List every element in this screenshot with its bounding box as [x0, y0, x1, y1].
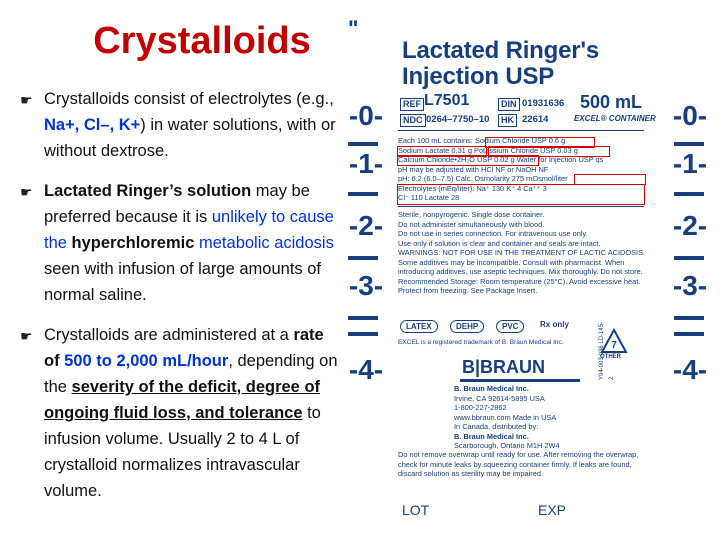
- highlight-box: [397, 155, 539, 166]
- bag-title: [402, 38, 599, 90]
- top-mark: ": [348, 16, 359, 41]
- scale-mark: -0-: [348, 100, 384, 131]
- severity-text: severity of the deficit, degree of ongoing fluid loss, and tolerance: [44, 378, 321, 422]
- hk-label: HK: [498, 114, 517, 127]
- bullet-text: , depending on the: [44, 352, 338, 396]
- hyperchloremic-text: hyperchloremic: [71, 234, 195, 252]
- scale-line: [348, 142, 378, 146]
- address-line: www.bbraun.com Made in USA: [454, 412, 557, 422]
- ref-label: REF: [400, 98, 424, 111]
- scale-line: [348, 256, 378, 260]
- slide-title: Crystalloids: [93, 20, 311, 62]
- composition-line: Cl⁻ 110 Lactate 28: [398, 193, 460, 202]
- composition-line: pH: 6.2 (6.0–7.5) Calc. Osmolarity 275 mOsmol/liter: [398, 174, 568, 183]
- scale-line: [348, 316, 378, 320]
- address-line: B. Braun Medical Inc.: [454, 431, 529, 441]
- pointing-hand-icon: ☛: [20, 92, 33, 108]
- bullet-text: may be preferred because it is: [44, 182, 310, 226]
- trademark-note: EXCEL is a registered trademark of B. Braun Medical Inc.: [398, 339, 564, 346]
- warnings-block: [398, 210, 648, 296]
- left-volume-scale: [344, 100, 394, 520]
- ndc-value: 0264–7750–10: [426, 114, 490, 125]
- bullet-text: to infusion volume. Usually 2 to 4 L of crystalloid normalizes intravascular volume.: [44, 404, 321, 500]
- scale-mark: -4-: [672, 354, 708, 385]
- bullet-text: ) in water solutions, with or without dextrose.: [44, 116, 336, 160]
- scale-mark: -0-: [672, 100, 708, 131]
- overwrap-instructions: Do not remove overwrap until ready for use. After removing the overwrap, check for minute leaks by squeezing container firmly. If leaks are found, discard solution as sterility may be impaired.: [398, 450, 639, 478]
- scale-line: [674, 142, 704, 146]
- scale-mark: -4-: [348, 354, 384, 385]
- pointing-hand-icon: ☛: [20, 184, 33, 200]
- bullet-text: Crystalloids are administered at a: [44, 326, 294, 344]
- address-line: 1-800-227-2862: [454, 403, 507, 412]
- rate-text: rate of: [44, 326, 324, 370]
- latex-free-badge: LATEX: [400, 320, 438, 333]
- divider: [398, 130, 644, 131]
- pointing-hand-icon: ☛: [20, 328, 33, 344]
- logo-underline: [460, 379, 580, 382]
- scale-line: [674, 332, 704, 336]
- bullet-text: unlikely to cause the: [44, 208, 334, 252]
- bullet-text: Crystalloids consist of electrolytes (e.g.,: [44, 90, 334, 108]
- volume-value: 500 mL: [580, 92, 643, 112]
- hk-value: 22614: [522, 114, 549, 125]
- lactated-ringers-text: Lactated Ringer’s solution: [44, 182, 252, 200]
- scale-mark: -2-: [348, 210, 384, 241]
- lot-code-vertical: Y94-003-036 LD-145-2: [599, 321, 615, 380]
- bullet-item: [20, 178, 338, 308]
- composition-line: pH may be adjusted with HCl NF or NaOH NF: [398, 164, 549, 174]
- composition-line: Sodium Lactate 0.31 g Potassium Chloride USP 0.03 g: [398, 145, 578, 155]
- address-line: In Canada, distributed by:: [454, 422, 539, 431]
- scale-mark: -3-: [348, 270, 384, 301]
- scale-mark: -3-: [672, 270, 708, 301]
- din-value: 01931636: [522, 98, 565, 109]
- warning-line: Do not use in series connection. For intravenous use only.: [398, 229, 588, 238]
- container-brand: EXCEL® CONTAINER: [574, 114, 656, 123]
- scale-line: [674, 256, 704, 260]
- manufacturer-address: [454, 384, 594, 451]
- scale-line: [674, 316, 704, 320]
- highlight-box: [397, 184, 645, 205]
- bullet-text: metabolic acidosis: [194, 234, 334, 252]
- ions-text: Na+, Cl–, K+: [44, 116, 141, 134]
- address-line: Irvine, CA 92614-5895 USA: [454, 393, 545, 403]
- din-label: DIN: [498, 98, 520, 111]
- bag-title-line: Injection USP: [402, 63, 555, 90]
- bbraun-logo: B|BRAUN: [462, 357, 546, 377]
- bullet-item: [20, 322, 338, 504]
- bag-title-line: Lactated Ringer's: [402, 37, 600, 64]
- rx-only-text: Rx only: [540, 320, 569, 329]
- warning-line: WARNINGS: NOT FOR USE IN THE TREATMENT OF LACTIC ACIDOSIS. Some additives may be incompatible. Consult with pharmacist. When introducing additives, use aseptic techniques. Mix thoroughly. Do not store.: [398, 248, 646, 276]
- rate-value: 500 to 2,000 mL/hour: [64, 352, 229, 370]
- address-line: B. Braun Medical Inc.: [454, 384, 529, 393]
- scale-line: [674, 192, 704, 196]
- dehp-free-badge: DEHP: [450, 320, 484, 333]
- ndc-label: NDC: [400, 114, 426, 127]
- scale-mark: -1-: [348, 148, 384, 179]
- bullet-list: [20, 86, 338, 518]
- composition-line: Each 100 mL contains: Sodium Chloride USP 0.6 g: [398, 136, 566, 145]
- warning-line: Sterile, nonpyrogenic. Single dose container.: [398, 210, 545, 219]
- scale-line: [348, 192, 378, 196]
- divider: [398, 206, 644, 207]
- bullet-item: [20, 86, 338, 164]
- composition-line: Electrolytes (mEq/liter): Na⁺ 130 K⁺ 4 Ca⁺⁺ 3: [398, 183, 547, 193]
- scale-line: [348, 332, 378, 336]
- warning-line: Use only if solution is clear and container and seals are intact.: [398, 238, 601, 248]
- pvc-free-badge: PVC: [496, 320, 524, 333]
- composition-line: Calcium Chloride•2H₂O USP 0.02 g Water for Injection USP qs: [398, 155, 604, 164]
- bullet-text: seen with infusion of large amounts of normal saline.: [44, 260, 321, 304]
- scale-mark: -1-: [672, 148, 708, 179]
- ref-value: L7501: [424, 92, 470, 109]
- exp-label: EXP: [538, 502, 567, 518]
- address-line: Scarborough, Ontario M1H 2W4: [454, 441, 560, 450]
- right-volume-scale: [666, 100, 716, 520]
- scale-mark: -2-: [672, 210, 708, 241]
- warning-line: Recommended Storage: Room temperature (25°C). Avoid excessive heat. Protect from freezing. See Package Insert.: [398, 276, 641, 295]
- lot-label: LOT: [402, 502, 430, 518]
- iv-bag-label-image: [342, 14, 720, 540]
- recycle-number: 7: [611, 340, 617, 351]
- warning-line: Do not administer simultaneously with blood.: [398, 219, 545, 229]
- recycle-label: OTHER: [600, 354, 621, 360]
